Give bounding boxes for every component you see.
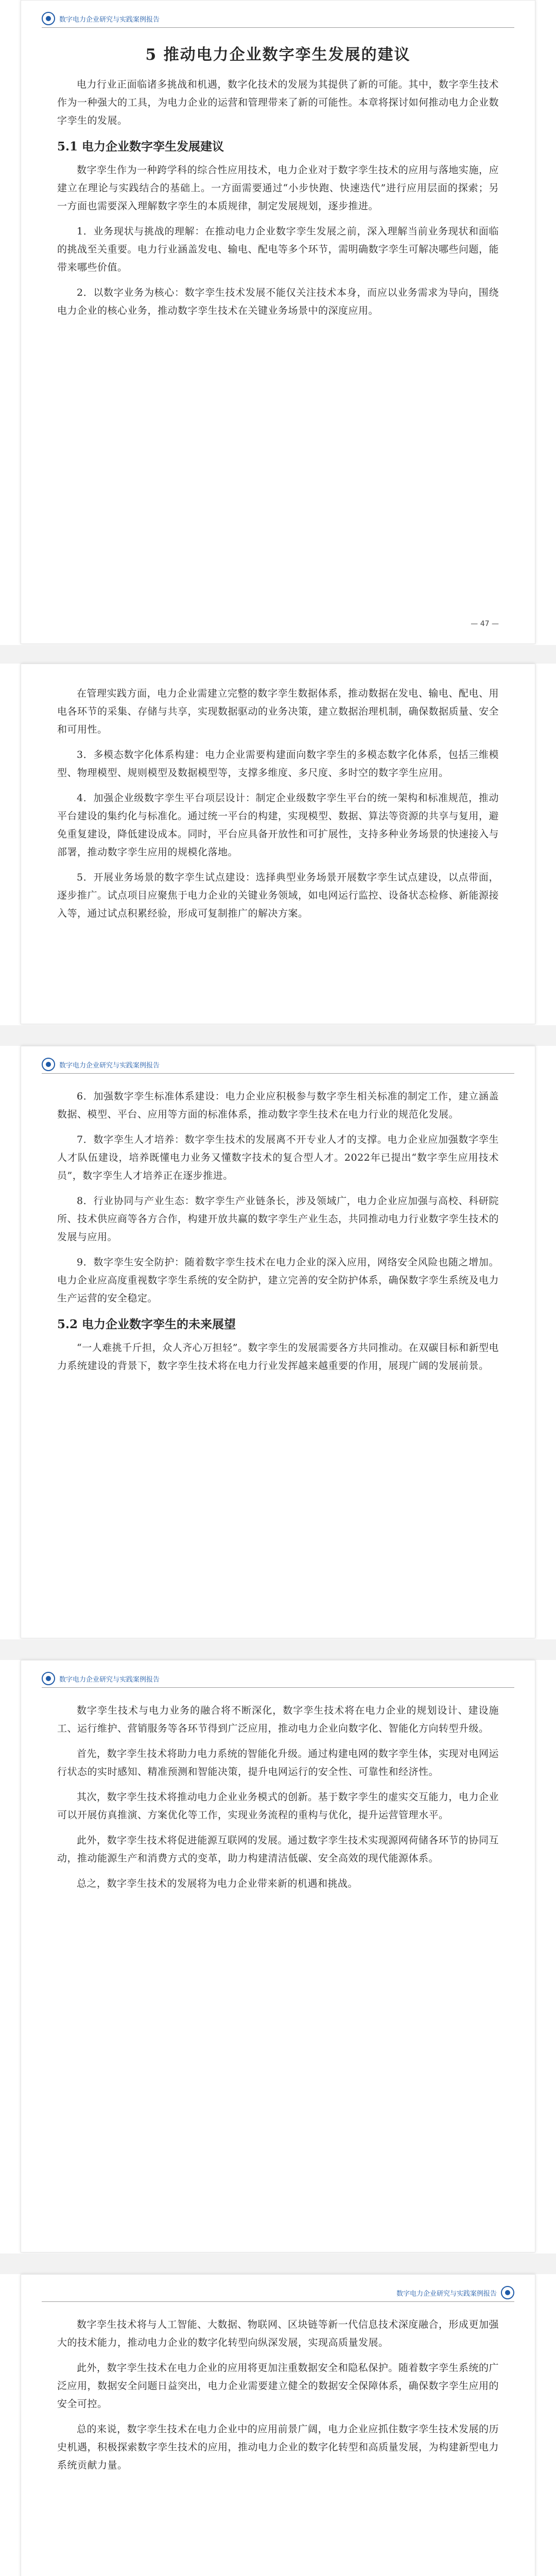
- institution-seal-icon: [42, 1672, 55, 1685]
- running-header: [42, 1056, 514, 1074]
- paragraph: 4．加强企业级数字孪生平台项层设计：制定企业级数字孪生平台的统一架构和标准规范，推动平台建设的集约化与标准化。通过统一平台的构建，实现模型、数据、算法等资源的共享与复用，避免重复建设，降低建设成本。同时，平台应具备开放性和可扩展性，支持多种业务场景的快速接入与部署，推动数字孪生应用的规模化落地。: [57, 792, 499, 858]
- section-title: 5.2 电力企业数字孪生的未来展望: [57, 1317, 236, 1331]
- institution-seal-icon: [42, 1058, 55, 1071]
- running-header-text: 数字电力企业研究与实践案例报告: [59, 1061, 160, 1070]
- paragraph: 电力行业正面临诸多挑战和机遇，数字化技术的发展为其提供了新的可能。其中，数字孪生技术作为一种强大的工具，为电力企业的运营和管理带来了新的可能性。本章将探讨如何推动电力企业数字孪生的发展。: [57, 79, 499, 126]
- paragraph: 总的来说，数字孪生技术在电力企业中的应用前景广阔，电力企业应抓住数字孪生技术发展的历史机遇，积极探索数字孪生技术的应用，推动电力企业的数字化转型和高质量发展，为构建新型电力系统贡献力量。: [57, 2424, 499, 2471]
- institution-seal-icon: [501, 2286, 514, 2299]
- paragraph: 2．以数字业务为核心：数字孪生技术发展不能仅关注技术本身，而应以业务需求为导向，围绕电力企业的核心业务，推动数字孪生技术在关键业务场景中的深度应用。: [57, 287, 499, 316]
- document-page-1: [21, 0, 535, 644]
- paragraph: 此外，数字孪生技术在电力企业的应用将更加注重数据安全和隐私保护。随着数字孪生系统的广泛应用，数据安全问题日益突出，电力企业需要建立健全的数据安全保障体系，确保数字孪生应用的安全可控。: [57, 2362, 499, 2410]
- running-header: [42, 2284, 514, 2302]
- running-header-text: 数字电力企业研究与实践案例报告: [59, 1675, 160, 1684]
- page-gap: [0, 645, 556, 664]
- paragraph: 9．数字孪生安全防护：随着数字孪生技术在电力企业的深入应用，网络安全风险也随之增加。电力企业应高度重视数字孪生系统的安全防护，建立完善的安全防护体系，确保数字孪生系统及电力生产运营的安全稳定。: [57, 1257, 499, 1304]
- paragraph: 首先，数字孪生技术将助力电力系统的智能化升级。通过构建电网的数字孪生体，实现对电网运行状态的实时感知、精准预测和智能决策，提升电网运行的安全性、可靠性和经济性。: [57, 1748, 499, 1777]
- paragraph: 8．行业协同与产业生态：数字孪生产业链条长，涉及领域广，电力企业应加强与高校、科研院所、技术供应商等各方合作，构建开放共赢的数字孪生产业生态，共同推动电力行业数字孪生技术的发展与应用。: [57, 1195, 499, 1243]
- chapter-title: 5 推动电力企业数字孪生发展的建议: [145, 46, 411, 64]
- paragraph: 数字孪生技术将与人工智能、大数据、物联网、区块链等新一代信息技术深度融合，形成更加强大的技术能力，推动电力企业的数字化转型向纵深发展，实现高质量发展。: [57, 2319, 499, 2348]
- institution-seal-icon: [42, 12, 55, 25]
- paragraph: 数字孪生作为一种跨学科的综合性应用技术，电力企业对于数字孪生技术的应用与落地实施，应建立在理论与实践结合的基础上。一方面需要通过“小步快跑、快速迭代”进行应用层面的探索；另一方面也需要深入理解数字孪生的本质规律，制定发展规划，逐步推进。: [57, 164, 499, 212]
- paragraph: 总之，数字孪生技术的发展将为电力企业带来新的机遇和挑战。: [77, 1878, 358, 1889]
- paragraph: 7．数字孪生人才培养：数字孪生技术的发展离不开专业人才的支撑。电力企业应加强数字孪生人才队伍建设，培养既懂电力业务又懂数字技术的复合型人才。2022年已提出“数字孪生应用技术员”，数字孪生人才培养正在逐步推进。: [57, 1134, 499, 1181]
- paragraph: 此外，数字孪生技术将促进能源互联网的发展。通过数字孪生技术实现源网荷储各环节的协同互动，推动能源生产和消费方式的变革，助力构建清洁低碳、安全高效的现代能源体系。: [57, 1835, 499, 1864]
- paragraph: 5．开展业务场景的数字孪生试点建设：选择典型业务场景开展数字孪生试点建设，以点带面，逐步推广。试点项目应聚焦于电力企业的关键业务领域，如电网运行监控、设备状态检修、新能源接入等，通过试点积累经验，形成可复制推广的解决方案。: [57, 872, 499, 919]
- running-header-text: 数字电力企业研究与实践案例报告: [396, 2290, 497, 2298]
- running-header: [42, 1670, 514, 1688]
- paragraph: 3．多模态数字化体系构建：电力企业需要构建面向数字孪生的多模态数字化体系，包括三维模型、物理模型、规则模型及数据模型等，支撑多维度、多尺度、多时空的数字孪生应用。: [57, 749, 499, 778]
- paragraph: “一人难挑千斤担，众人齐心万担轻”。数字孪生的发展需要各方共同推动。在双碳目标和新型电力系统建设的背景下，数字孪生技术将在电力行业发挥越来越重要的作用，展现广阔的发展前景。: [57, 1342, 499, 1371]
- document-page-4: [21, 1660, 535, 2252]
- paragraph: 6．加强数字孪生标准体系建设：电力企业应积极参与数字孪生相关标准的制定工作，建立涵盖数据、模型、平台、应用等方面的标准体系，推动数字孪生技术在电力行业的规范化发展。: [57, 1091, 499, 1120]
- page-gap: [0, 1025, 556, 1046]
- page-gap: [0, 2253, 556, 2274]
- paragraph: 1．业务现状与挑战的理解：在推动电力企业数字孪生发展之前，深入理解当前业务现状和面临的挑战至关重要。电力行业涵盖发电、输电、配电等多个环节，需明确数字孪生可解决哪些问题，能带来哪些价值。: [57, 226, 499, 273]
- document-page-3: [21, 1046, 535, 1638]
- running-header: [42, 10, 514, 28]
- running-header-text: 数字电力企业研究与实践案例报告: [59, 15, 160, 24]
- document-page-2: [21, 664, 535, 1024]
- paragraph: 在管理实践方面，电力企业需建立完整的数字孪生数据体系，推动数据在发电、输电、配电、用电各环节的采集、存储与共享，实现数据驱动的业务决策，建立数据治理机制，确保数据质量、安全和可用性。: [57, 688, 499, 735]
- document-page-5: [21, 2274, 535, 2576]
- section-title: 5.1 电力企业数字孪生发展建议: [57, 140, 224, 154]
- paragraph: 其次，数字孪生技术将推动电力企业业务模式的创新。基于数字孪生的虚实交互能力，电力企业可以开展仿真推演、方案优化等工作，实现业务流程的重构与优化，提升运营管理水平。: [57, 1791, 499, 1821]
- page-number: — 47 —: [471, 620, 499, 628]
- page-gap: [0, 1639, 556, 1660]
- paragraph: 数字孪生技术与电力业务的融合将不断深化，数字孪生技术将在电力企业的规划设计、建设施工、运行维护、营销服务等各环节得到广泛应用，推动电力企业向数字化、智能化方向转型升级。: [57, 1705, 499, 1734]
